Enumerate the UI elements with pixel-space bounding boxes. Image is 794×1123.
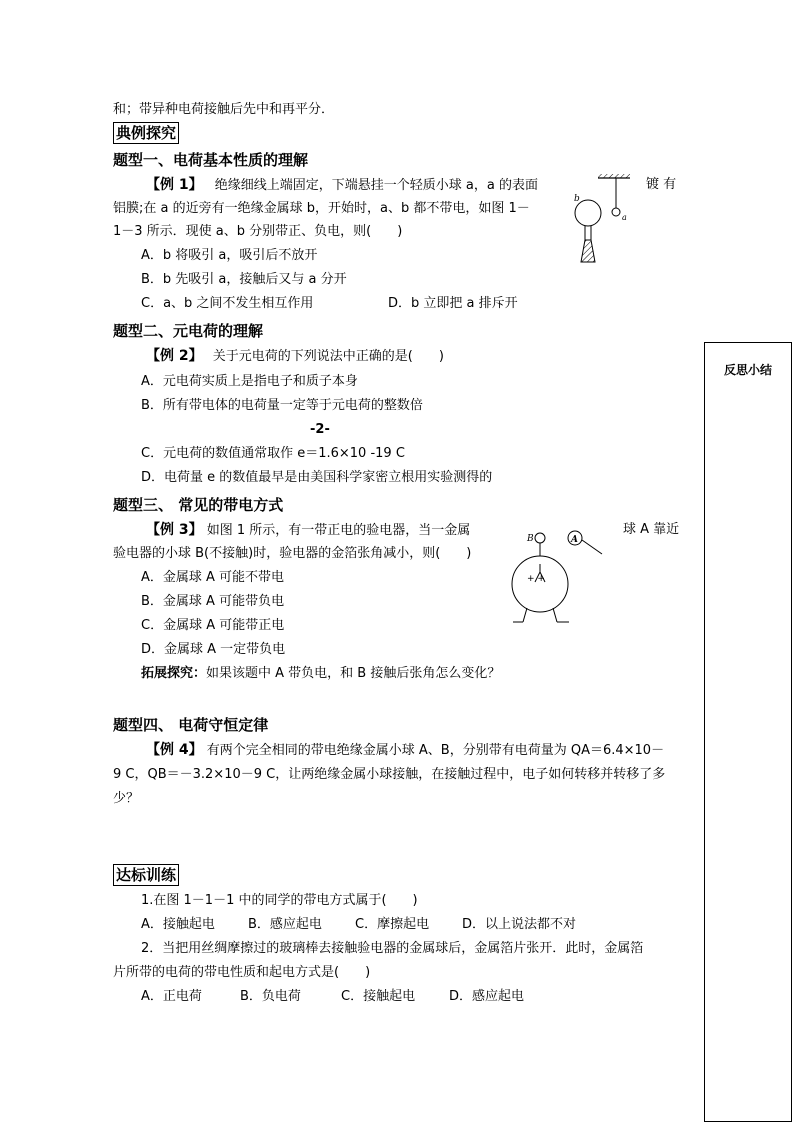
t4-line1	[146, 741, 664, 760]
t3-heading: 题型三、 常见的带电方式	[113, 496, 284, 514]
t2-line1	[146, 347, 444, 366]
d1-question: 1.在图 1－1－1 中的同学的带电方式属于( )	[141, 893, 418, 908]
t3-option-b: B．金属球 A 可能带负电	[141, 594, 285, 609]
fig-label-A: A	[571, 535, 578, 545]
reflection-box	[704, 342, 792, 1122]
page-number: -2-	[310, 422, 330, 437]
t1-line1	[146, 176, 538, 195]
t1-heading: 题型一、电荷基本性质的理解	[113, 151, 309, 169]
t1-line2: 铝膜;在 a 的近旁有一绝缘金属球 b，开始时，a、b 都不带电，如图 1－	[113, 201, 530, 216]
t3-option-a: A．金属球 A 可能不带电	[141, 570, 285, 585]
t2-option-b: B．所有带电体的电荷量一定等于元电荷的整数倍	[141, 398, 423, 413]
d2-option-d: D．感应起电	[449, 989, 525, 1004]
d1-option-d: D．以上说法都不对	[462, 917, 577, 932]
fig-label-a: a	[622, 213, 627, 222]
t2-option-c: C．元电荷的数值通常取作 e＝1.6×10 -19 C	[141, 446, 405, 461]
t4-heading: 题型四、 电荷守恒定律	[113, 716, 269, 734]
t1-example-label: 【例 1】	[146, 177, 203, 193]
t2-line1-text: 关于元电荷的下列说法中正确的是( )	[212, 349, 444, 364]
t2-example-label: 【例 2】	[146, 348, 203, 364]
d2-option-a: A．正电荷	[141, 989, 202, 1004]
t4-line1-text: 有两个完全相同的带电绝缘金属小球 A、B，分别带有电荷量为 QA＝6.4×10－	[206, 743, 665, 758]
intro-line: 和；带异种电荷接触后先中和再平分．	[113, 102, 335, 117]
d2-question-line1: 2．当把用丝绸摩擦过的玻璃棒去接触验电器的金属球后，金属箔片张开．此时，金属箔	[141, 941, 644, 956]
t1-option-a: A．b 将吸引 a，吸引后不放开	[141, 248, 318, 263]
t3-extension-label: 拓展探究：	[141, 666, 207, 681]
t2-heading: 题型二、元电荷的理解	[113, 322, 264, 340]
t3-option-d: D．金属球 A 一定带负电	[141, 642, 286, 657]
t4-line3: 少？	[113, 791, 140, 806]
t3-extension-text: 如果该题中 A 带负电，和 B 接触后张角怎么变化？	[206, 666, 501, 681]
d2-option-c: C．接触起电	[341, 989, 416, 1004]
t1-figure	[560, 170, 640, 265]
d1-option-a: A．接触起电	[141, 917, 215, 932]
t1-option-d: D．b 立即把 a 排斥开	[388, 296, 518, 311]
reflection-title: 反思小结	[723, 363, 772, 377]
section-example-title: 典例探究	[113, 122, 179, 144]
t3-line2: 验电器的小球 B(不接触)时，验电器的金箔张角减小，则( )	[113, 546, 472, 561]
d1-option-b: B．感应起电	[248, 917, 322, 932]
section-drill-title: 达标训练	[113, 864, 179, 886]
t3-electroscope-figure	[505, 524, 605, 628]
t3-option-c: C．金属球 A 可能带正电	[141, 618, 285, 633]
t4-example-label: 【例 4】	[146, 742, 203, 758]
t3-line1-tail: 球 A 靠近	[623, 522, 680, 537]
fig-label-b: b	[574, 194, 580, 204]
t2-option-d: D．电荷量 e 的数值最早是由美国科学家密立根用实验测得的	[141, 470, 493, 485]
t3-line1-text: 如图 1 所示，有一带正电的验电器，当一金属	[206, 523, 471, 538]
t1-option-c: C．a、b 之间不发生相互作用	[141, 296, 314, 311]
t2-option-a: A．元电荷实质上是指电子和质子本身	[141, 374, 358, 389]
fig-label-B: B	[527, 534, 534, 544]
t4-line2: 9 C，QB＝－3.2×10－9 C，让两绝缘金属小球接触，在接触过程中，电子如何转移并转移了多	[113, 767, 666, 782]
t3-example-label: 【例 3】	[146, 522, 203, 538]
d2-question-line2: 片所带的电荷的带电性质和起电方式是( )	[113, 965, 371, 980]
t1-line1-tail: 镀 有	[646, 177, 677, 192]
d1-option-c: C．摩擦起电	[355, 917, 430, 932]
t1-option-b: B．b 先吸引 a，接触后又与 a 分开	[141, 272, 347, 287]
t1-line3: 1－3 所示．现使 a、b 分别带正、负电，则( )	[113, 224, 403, 239]
t1-line1-text: 绝缘细线上端固定，下端悬挂一个轻质小球 a，a 的表面	[214, 178, 538, 193]
d2-option-b: B．负电荷	[240, 989, 301, 1004]
t3-line1	[146, 521, 470, 540]
fig-plus-signs: + +	[527, 574, 545, 584]
t3-extension	[141, 665, 500, 683]
